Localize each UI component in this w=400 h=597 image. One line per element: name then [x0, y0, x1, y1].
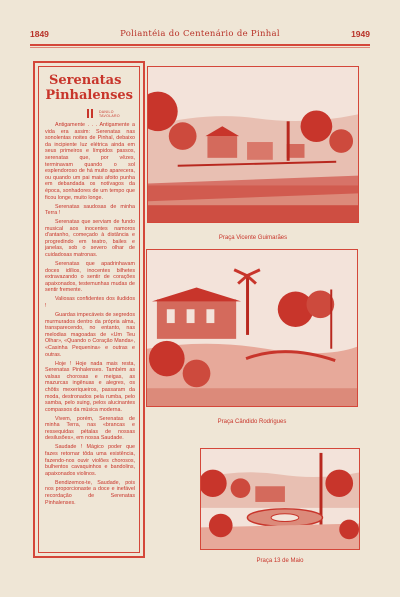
header-rule-thin [30, 47, 370, 48]
article-paragraph: Serenatas que serviam de fundo musical aos inocentes namoros d'antanho, começado à distância e progredindo em teatro, bailes e janelas, sob o severo olhar de cuidadosas matronas. [45, 219, 135, 259]
article-paragraph: Guardas impecáveis de segredos murmurados dentro da própria alma, transparecendo, no entanto, nas melodias magoadas de «Um Teu Olhar», «Quando o Coração Manda», «Casinha Pequenina» e outras e outras. [45, 311, 135, 358]
photo-caption: Praça Vicente Guimarães [218, 235, 288, 241]
article-paragraph: Vivem, porém, Serenatas de minha Terra, nas «brancas e ressequidas pétalas de nossas desilusões», em nossa Saudade. [45, 415, 135, 442]
header-year-right: 1949 [351, 29, 370, 39]
photo-praca-candido-rodrigues [146, 249, 358, 407]
article-paragraph: Saudade ! Mágico poder que fazes retornar tôda uma existência, fazendo-nos ouvir violões chorosos, bulhentos cavaquinhos e bandolins, apaixonados violinos. [45, 444, 135, 477]
header-year-left: 1849 [30, 29, 49, 39]
photo-praca-vicente-guimaraes [147, 66, 359, 223]
article-paragraph: Serenatas que apadrinhavam doces idílios, inocentes bilhetes extravazando o sentir de corações apaixonados, testemunhas mudas de sentir fremente. [45, 261, 135, 294]
park-photo-icon [201, 449, 359, 549]
town-square-photo-icon [148, 67, 358, 222]
article-paragraph: Antigamente . . . Antigamente a vida era assim: Serenatas nas sonolentas noites de Pinhal, debaixo da incipiente luz elétrica ainda em seus primeiros e límpidos passos, serenatas que, por vêzes, terminavam quando o sol esplendoroso de há muito aparecera, ou quando um pai mais afoito punha em debandada os notívagos da época, sonhadores de um tempo que ficou longe, muito longe. [45, 122, 135, 201]
page-header [30, 27, 370, 41]
byline [87, 109, 135, 118]
header-rule [30, 44, 370, 46]
photo-praca-13-de-maio [200, 448, 360, 550]
article-inner-frame [38, 66, 140, 553]
article-paragraph: Bendizemos-te, Saudade, pois nos proporcionaste a doce e inefável recordação de Serenatas Pinhalenses. [45, 479, 135, 506]
article-paragraph: Valiosas confidentes dos iludidos ! [45, 296, 135, 309]
byline-author: DANILO TAVOLARO [98, 109, 120, 118]
garden-square-photo-icon [147, 250, 357, 406]
photo-caption: Praça Cândido Rodrigues [217, 419, 287, 425]
header-publication-title: Poliantéia do Centenário de Pinhal [120, 29, 280, 39]
article-body [45, 122, 135, 506]
article-box [33, 61, 145, 558]
article-title-line1: Serenatas [49, 73, 122, 88]
article-title-line2: Pinhalenses [45, 88, 133, 103]
byline-ornament-icon [87, 109, 93, 118]
photo-caption: Praça 13 de Maio [256, 558, 304, 564]
article-paragraph: Hoje ! Hoje nada mais resta, Serenatas Pinhalenses. Também as valsas chorosas e meigas, as mazurcas ingênuas e alegres, os chôtis mexeriqueiros, passaram da moda, destronados pela rumba, pelo samba, pelo suing, pelos alucinantes compassos da música moderna. [45, 360, 135, 413]
article-paragraph: Serenatas saudosas de minha Terra ! [45, 203, 135, 217]
